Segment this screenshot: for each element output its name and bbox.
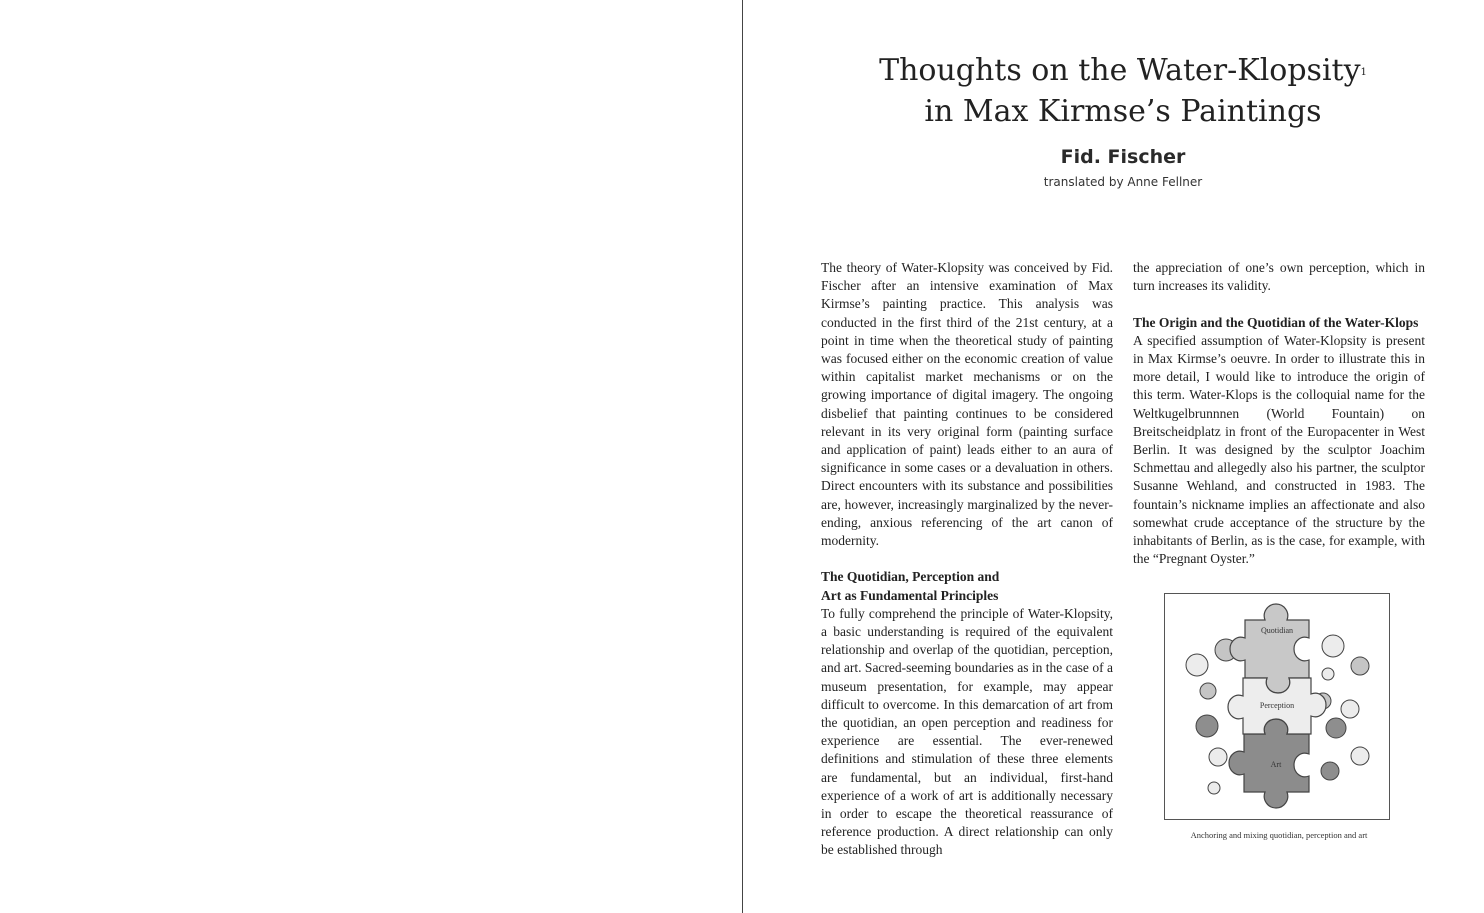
puzzle-label-perception: Perception <box>1259 701 1295 710</box>
article-title <box>843 50 1403 132</box>
right-page <box>743 0 1484 913</box>
puzzle-figure <box>1164 593 1390 820</box>
circle-bubble <box>1341 700 1359 718</box>
circle-bubble <box>1326 718 1346 738</box>
title-footnote-marker: 1 <box>1360 67 1367 78</box>
text-column-left <box>821 259 1113 860</box>
title-line-1: Thoughts on the Water-Klopsity <box>879 53 1361 88</box>
circle-bubble <box>1200 683 1216 699</box>
section-heading-line-1: The Quotidian, Perception and <box>821 569 1000 585</box>
circle-bubble <box>1322 668 1334 680</box>
circle-bubble <box>1209 748 1227 766</box>
circle-bubble <box>1322 635 1344 657</box>
section1-continuation: the appreciation of one’s own perception, which in turn increases its validity. <box>1133 260 1425 294</box>
circle-bubble <box>1196 715 1218 737</box>
text-column-right <box>1133 259 1425 568</box>
circle-bubble <box>1208 782 1220 794</box>
circle-bubble <box>1351 657 1369 675</box>
section-heading-line-2: Art as Fundamental Principles <box>821 587 999 603</box>
figure-caption: Anchoring and mixing quotidian, perception and art <box>1190 830 1368 840</box>
puzzle-diagram <box>1165 594 1389 819</box>
circle-bubble <box>1351 747 1369 765</box>
intro-paragraph: The theory of Water-Klopsity was conceived by Fid. Fischer after an intensive examination of Max Kirmse’s painting practice. This analysis was conducted in the first third of the 21st century, at a point in time when the theoretical study of painting was focused either on the economic creation of value within capitalist market mechanisms or on the growing importance of digital imagery. The ongoing disbelief that painting continues to be considered relevant in its very original form (painting surface and application of paint) leads either to an aura of significance in some cases or a devaluation in others. Direct encounters with its substance and possibilities are, however, increasingly marginalized by the never-ending, anxious referencing of the art canon of modernity. <box>821 260 1113 549</box>
circle-bubble <box>1321 762 1339 780</box>
title-line-2: in Max Kirmse’s Paintings <box>924 94 1322 129</box>
section1-paragraph: To fully comprehend the principle of Water-Klopsity, a basic understanding is required of the equivalent relationship and overlap of the quotidian, perception, and art. Sacred-seeming boundaries as in the case of a museum presentation, for example, may appear difficult to overcome. In this demarcation of art from the quotidian, an open perception and readiness for experience are essential. The ever-renewed definitions and stimulation of these three elements are fundamental, but an individual, first-hand experience of a work of art is additionally necessary in order to escape the theoretical reassurance of reference production. A direct relationship can only be established through <box>821 605 1113 858</box>
author-name: Fid. Fischer <box>1060 146 1186 168</box>
puzzle-label-quotidian: Quotidian <box>1261 626 1293 635</box>
translator-credit: translated by Anne Fellner <box>1043 175 1203 189</box>
section2-paragraph: A specified assumption of Water-Klopsity is present in Max Kirmse’s oeuvre. In order to illustrate this in more detail, I would like to introduce the origin of this term. Water-Klops is the colloquial name for the Weltkugelbrunnnen (World Fountain) on Breitscheidplatz in front of the Europacenter in West Berlin. It was designed by the sculptor Joachim Schmettau and allegedly also his partner, the sculptor Susanne Wehland, and constructed in 1983. The fountain’s nickname implies an affectionate and also somewhat crude acceptance of the structure by the inhabitants of Berlin, as is the case, for example, with the “Pregnant Oyster.” <box>1133 332 1425 567</box>
section-heading-origin: The Origin and the Quotidian of the Water-Klops <box>1133 314 1419 330</box>
circle-bubble <box>1186 654 1208 676</box>
section-heading-quotidian-perception-art <box>821 568 1113 604</box>
puzzle-label-art: Art <box>1270 760 1282 769</box>
